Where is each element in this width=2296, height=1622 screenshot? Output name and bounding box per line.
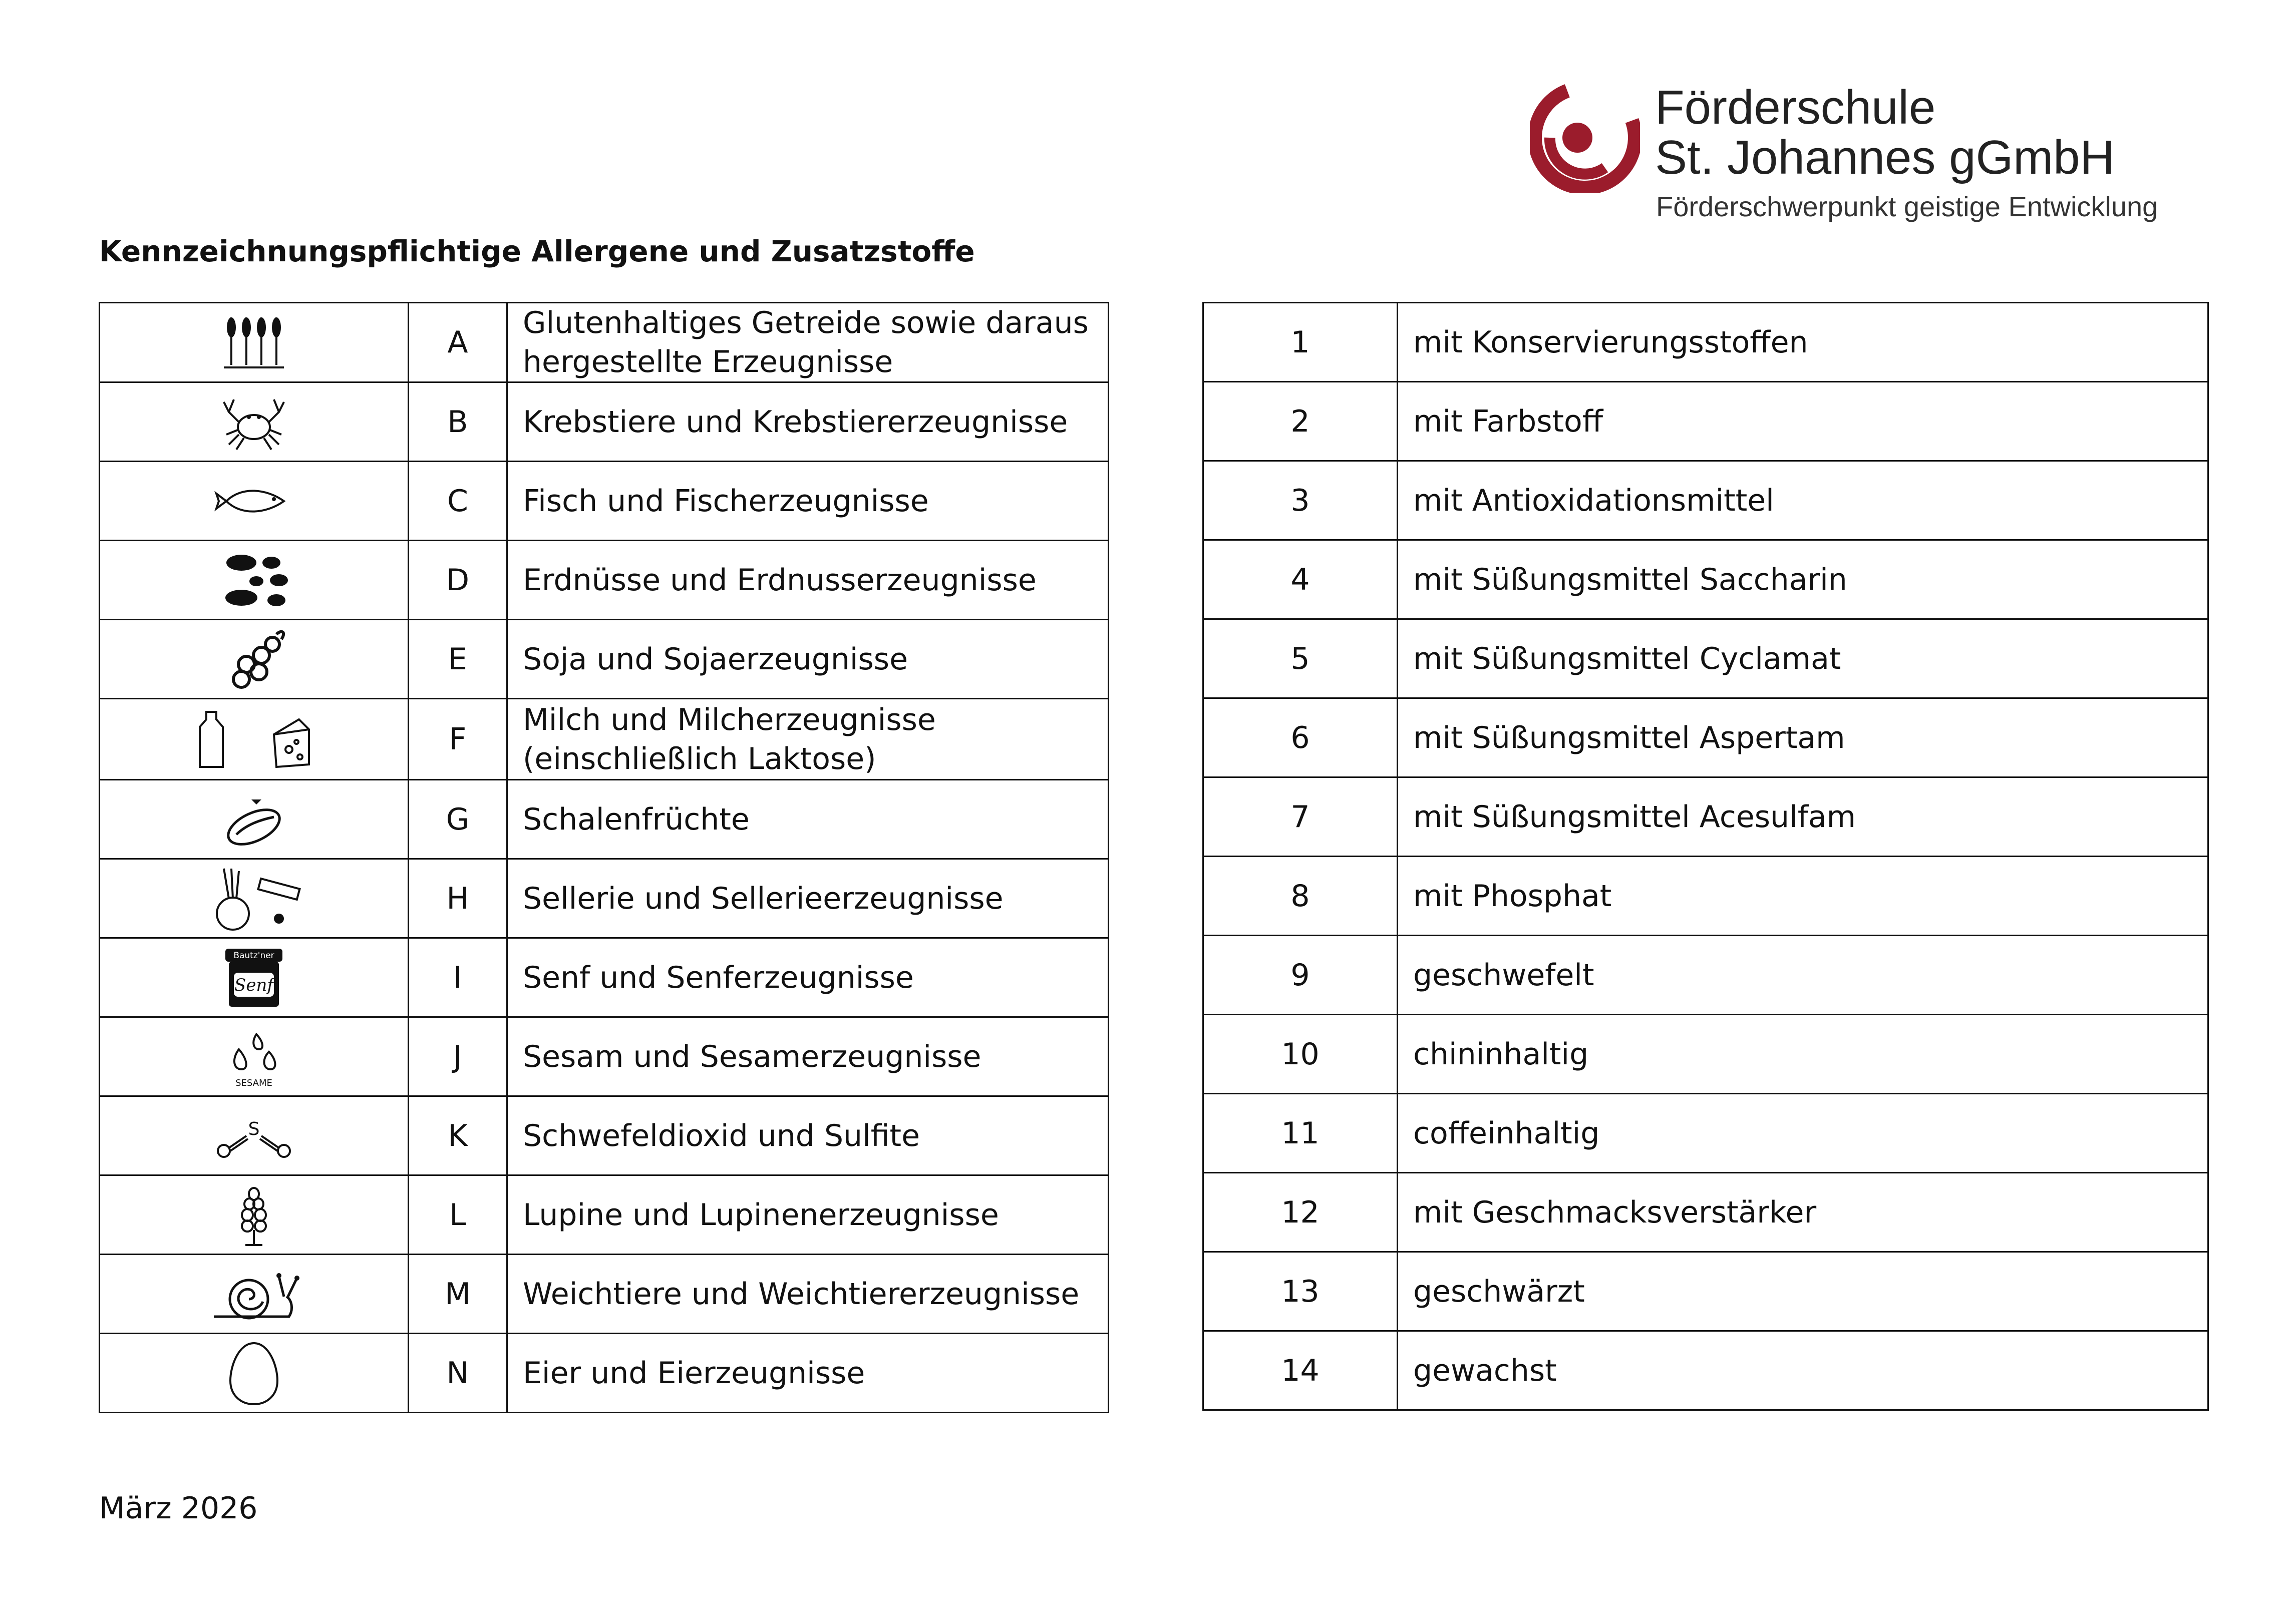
allergen-label: Milch und Milcherzeugnisse [523,702,936,737]
additive-number: 14 [1203,1331,1398,1410]
additive-label: gewachst [1398,1331,2208,1410]
egg-icon [211,1338,296,1408]
table-row [100,780,1109,859]
allergen-label-line-2: hergestellte Erzeugnisse [523,344,893,379]
sesame-icon [211,1022,296,1092]
table-row [1203,619,2208,698]
soy-icon [211,624,296,694]
allergen-code: L [409,1175,507,1255]
additive-label: mit Süßungsmittel Saccharin [1398,540,2208,619]
additive-number: 1 [1203,303,1398,382]
allergen-label: Weichtiere und Weichtiererzeugnisse [507,1255,1109,1334]
table-row [1203,461,2208,540]
additive-table [1202,302,2209,1411]
table-row [100,462,1109,541]
table-row [100,1096,1109,1175]
table-row [1203,1015,2208,1094]
table-row [100,1334,1109,1413]
allergen-label: Sesam und Sesamerzeugnisse [507,1017,1109,1096]
allergen-code: B [409,382,507,462]
allergen-label: Fisch und Fischerzeugnisse [507,462,1109,541]
additive-label: geschwärzt [1398,1252,2208,1331]
additive-number: 9 [1203,936,1398,1015]
mustard-label-text: Senf [234,975,273,995]
celery-icon [204,864,304,934]
table-row [100,382,1109,462]
table-row [1203,698,2208,777]
allergen-code: N [409,1334,507,1413]
sulfite-molecule-icon [211,1101,296,1171]
table-row [1203,1252,2208,1331]
allergen-label-line-2: (einschließlich Laktose) [523,741,876,776]
table-row [100,1175,1109,1255]
additive-number: 12 [1203,1173,1398,1252]
table-row [1203,777,2208,857]
table-row [1203,382,2208,461]
logo-line-2: St. Johannes gGmbH [1655,131,2115,184]
table-row [100,303,1109,382]
allergen-code: G [409,780,507,859]
table-row [100,1017,1109,1096]
allergen-code: C [409,462,507,541]
lupine-icon [211,1180,296,1250]
allergen-table [99,302,1109,1413]
school-logo [1530,80,2191,230]
table-row [100,938,1109,1017]
allergen-label: Eier und Eierzeugnisse [507,1334,1109,1413]
additive-number: 10 [1203,1015,1398,1094]
peanut-icon [211,545,296,615]
additive-number: 6 [1203,698,1398,777]
document-date: März 2026 [99,1491,258,1526]
allergen-label: Soja und Sojaerzeugnisse [507,620,1109,699]
table-row [1203,303,2208,382]
additive-label: chininhaltig [1398,1015,2208,1094]
additive-number: 2 [1203,382,1398,461]
snail-icon [204,1259,304,1329]
mustard-brand-text: Bautz'ner [233,950,274,961]
allergen-label: Krebstiere und Krebstiererzeugnisse [507,382,1109,462]
table-row [1203,540,2208,619]
mustard-icon [211,943,296,1013]
allergen-code: J [409,1017,507,1096]
additive-label: mit Farbstoff [1398,382,2208,461]
table-row [1203,936,2208,1015]
table-row [100,859,1109,938]
allergen-code: M [409,1255,507,1334]
additive-number: 7 [1203,777,1398,857]
allergen-code: D [409,541,507,620]
table-row [100,1255,1109,1334]
crab-icon [211,387,296,457]
sulfur-symbol: S [248,1118,260,1139]
additive-number: 4 [1203,540,1398,619]
allergen-code: K [409,1096,507,1175]
table-row [100,699,1109,780]
additive-number: 3 [1203,461,1398,540]
milk-cheese-icon [189,704,319,774]
fish-icon [211,466,296,536]
table-row [100,541,1109,620]
wheat-icon [211,307,296,377]
additive-number: 5 [1203,619,1398,698]
table-row [1203,1173,2208,1252]
additive-number: 13 [1203,1252,1398,1331]
allergen-label: Schalenfrüchte [507,780,1109,859]
allergen-code: I [409,938,507,1017]
allergen-label: Erdnüsse und Erdnusserzeugnisse [507,541,1109,620]
table-row [1203,1094,2208,1173]
logo-line-3: Förderschwerpunkt geistige Entwicklung [1656,191,2158,222]
sesame-icon-text: SESAME [235,1077,272,1088]
allergen-code: A [409,303,507,382]
additive-label: coffeinhaltig [1398,1094,2208,1173]
allergen-label: Glutenhaltiges Getreide sowie daraus [523,305,1089,340]
table-row [1203,857,2208,936]
table-row [100,620,1109,699]
additive-label: mit Phosphat [1398,857,2208,936]
logo-mark-icon [1530,83,1640,193]
additive-label: mit Konservierungsstoffen [1398,303,2208,382]
page-title: Kennzeichnungspflichtige Allergene und Zusatzstoffe [99,234,975,268]
additive-label: geschwefelt [1398,936,2208,1015]
additive-number: 8 [1203,857,1398,936]
additive-number: 11 [1203,1094,1398,1173]
logo-line-1: Förderschule [1655,81,1936,134]
allergen-label: Schwefeldioxid und Sulfite [507,1096,1109,1175]
allergen-label: Sellerie und Sellerieerzeugnisse [507,859,1109,938]
table-row [1203,1331,2208,1410]
additive-label: mit Geschmacksverstärker [1398,1173,2208,1252]
allergen-label: Lupine und Lupinenerzeugnisse [507,1175,1109,1255]
allergen-code: F [409,699,507,780]
additive-label: mit Süßungsmittel Cyclamat [1398,619,2208,698]
additive-label: mit Süßungsmittel Aspertam [1398,698,2208,777]
nut-icon [211,784,296,855]
additive-label: mit Antioxidationsmittel [1398,461,2208,540]
additive-label: mit Süßungsmittel Acesulfam [1398,777,2208,857]
allergen-code: H [409,859,507,938]
allergen-label: Senf und Senferzeugnisse [507,938,1109,1017]
allergen-code: E [409,620,507,699]
